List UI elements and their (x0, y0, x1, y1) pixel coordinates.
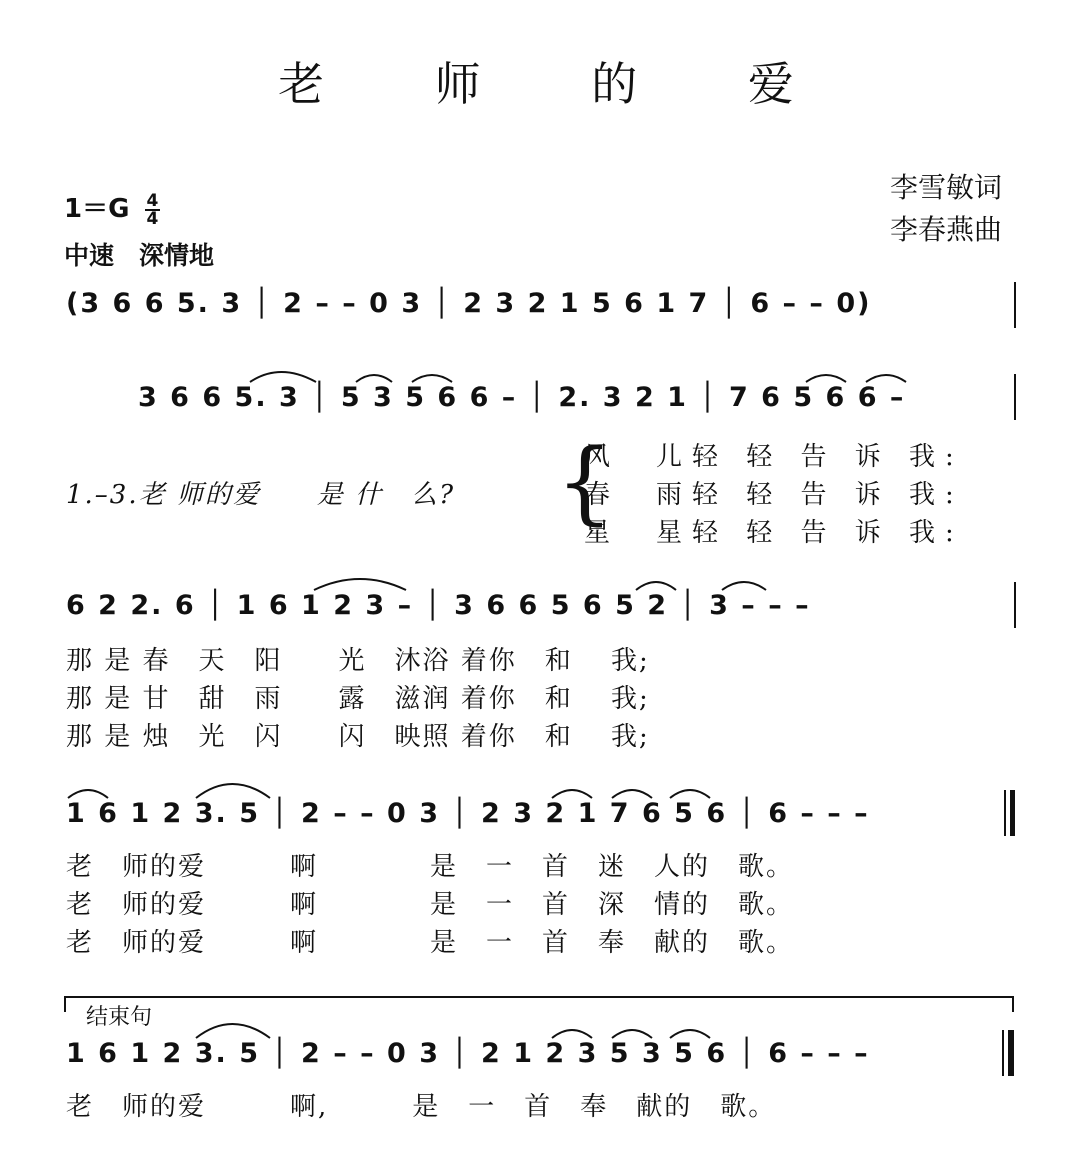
system2-lyric-line-2: 春 雨轻 轻 告 诉 我: (584, 480, 964, 510)
slur-mark (670, 790, 710, 798)
system4-notes: 1 6 1 2 3. 5 │ 2 – – 0 3 │ 2 3 2 1 7 6 5 6 │ 6 – – – (66, 798, 870, 829)
slur-mark (196, 1024, 270, 1038)
slur-mark (314, 579, 406, 590)
slur-mark (196, 784, 270, 798)
system2-notes: 3 6 6 5. 3 │ 5 3 5 6 6 – │ 2. 3 2 1 │ 7 6 5 6 6 – (138, 382, 906, 413)
system1-notes: (3 6 6 5. 3 │ 2 – – 0 3 │ 2 3 2 1 5 6 1 7 │ 6 – – 0) (66, 288, 872, 319)
verse-label: 1.–3.老 师的爱 是 什 么? (66, 480, 456, 510)
verse-brace: { (556, 430, 614, 535)
ending-lyric: 老 师的爱 啊, 是 一 首 奉 献的 歌。 (66, 1092, 777, 1122)
slur-mark (722, 582, 766, 590)
slur-mark (612, 790, 652, 798)
system3-lyric-line-2: 那 是 甘 甜 雨 露 滋润 着你 和 我; (66, 684, 650, 714)
slur-mark (552, 790, 592, 798)
slur-mark (636, 582, 676, 590)
lyricist-credit: 李雪敏词 (890, 171, 1003, 204)
slur-mark (356, 375, 392, 382)
ending-label: 结束句 (86, 1005, 153, 1030)
tempo-marking: 中速 深情地 (64, 241, 215, 270)
system2-lyric-line-1: 风 儿轻 轻 告 诉 我: (584, 442, 964, 472)
system2-lyric-line-3: 星 星轻 轻 告 诉 我: (584, 518, 964, 548)
ending-notes: 1 6 1 2 3. 5 │ 2 – – 0 3 │ 2 1 2 3 5 3 5 6 │ 6 – – – (66, 1038, 870, 1069)
system3-lyric-line-3: 那 是 烛 光 闪 闪 映照 着你 和 我; (66, 722, 650, 752)
slur-mark (552, 1030, 592, 1038)
system3-lyric-line-1: 那 是 春 天 阳 光 沐浴 着你 和 我; (66, 646, 650, 676)
system4-lyric-line-2: 老 师的爱 啊 是 一 首 深 情的 歌。 (66, 890, 795, 920)
composer-credit: 李春燕曲 (890, 213, 1003, 246)
time-numerator: 4 (146, 190, 159, 211)
slur-mark (412, 375, 452, 382)
system3-notes: 6 2 2. 6 │ 1 6 1 2 3 – │ 3 6 6 5 6 5 2 │ 3 – – – (66, 590, 811, 621)
system4-lyric-line-1: 老 师的爱 啊 是 一 首 迷 人的 歌。 (66, 852, 795, 882)
slur-mark (68, 790, 108, 798)
time-denominator: 4 (146, 208, 159, 229)
system4-lyric-line-3: 老 师的爱 啊 是 一 首 奉 献的 歌。 (66, 928, 795, 958)
slur-mark (866, 375, 906, 382)
slur-mark (806, 375, 846, 382)
key-label: 1＝G (64, 194, 130, 224)
song-title: 老 师 的 爱 (278, 57, 842, 111)
slur-mark (250, 372, 316, 382)
slur-mark (612, 1030, 652, 1038)
slur-mark (670, 1030, 710, 1038)
